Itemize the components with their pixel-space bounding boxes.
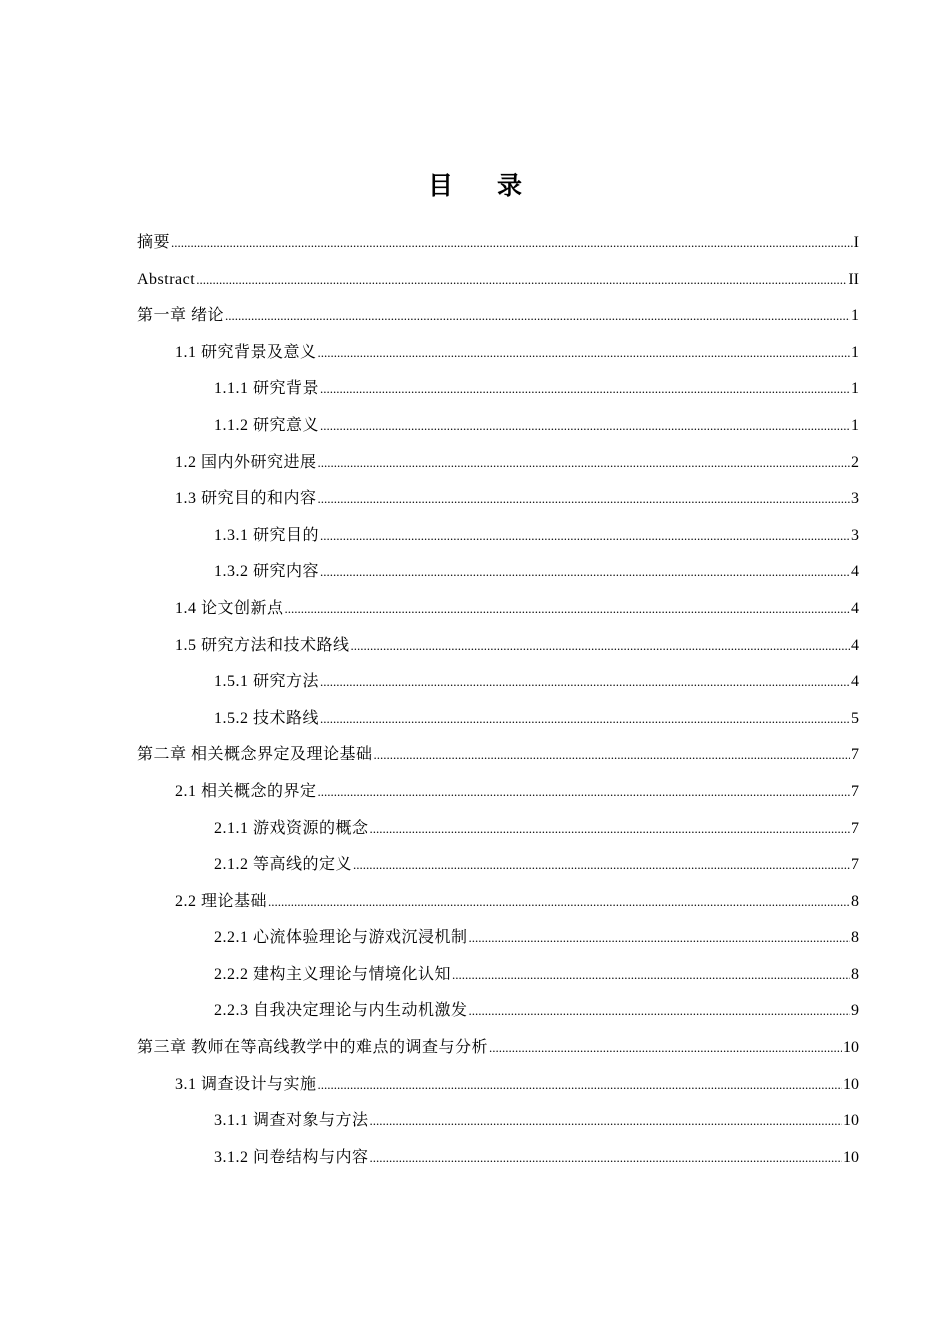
toc-entry[interactable]	[137, 849, 859, 886]
toc-entry[interactable]	[137, 447, 859, 484]
toc-entry[interactable]	[137, 373, 859, 410]
toc-entry-label: 2.1.2 等高线的定义	[214, 856, 353, 874]
toc-entry[interactable]	[137, 922, 859, 959]
toc-entry-label: 2.2.1 心流体验理论与游戏沉浸机制	[214, 929, 468, 947]
toc-entry-page-number: 4	[851, 599, 859, 617]
toc-entry-page-number: 1	[851, 343, 859, 361]
toc-entry[interactable]	[137, 593, 859, 630]
toc-entry-label: 2.2.2 建构主义理论与情境化认知	[214, 965, 452, 983]
toc-entry-page-number: 7	[851, 746, 859, 764]
toc-entry-page-number: 10	[843, 1148, 859, 1166]
toc-entry-label: 1.4 论文创新点	[175, 599, 284, 617]
toc-entry-label: 2.2 理论基础	[175, 892, 268, 910]
toc-entry-page-number: 3	[851, 526, 859, 544]
toc-dot-leader	[320, 520, 850, 552]
toc-entry-label: Abstract	[137, 270, 196, 288]
toc-dot-leader	[318, 483, 850, 515]
toc-entry[interactable]	[137, 959, 859, 996]
toc-dot-leader	[489, 1032, 842, 1064]
toc-dot-leader	[370, 1142, 842, 1174]
toc-entry-page-number: 4	[851, 563, 859, 581]
toc-entry[interactable]	[137, 813, 859, 850]
toc-entry-page-number: 7	[851, 819, 859, 837]
toc-entry[interactable]	[137, 703, 859, 740]
toc-entry[interactable]	[137, 1105, 859, 1142]
toc-entry-page-number: 8	[851, 965, 859, 983]
toc-dot-leader	[370, 813, 850, 845]
toc-entry[interactable]	[137, 1069, 859, 1106]
toc-entry[interactable]	[137, 556, 859, 593]
toc-entry-label: 1.5.1 研究方法	[214, 673, 320, 691]
toc-entry-page-number: 1	[851, 416, 859, 434]
toc-entry-label: 1.3.2 研究内容	[214, 563, 320, 581]
toc-entry[interactable]	[137, 995, 859, 1032]
toc-entry-page-number: 4	[851, 636, 859, 654]
toc-entry-page-number: 5	[851, 709, 859, 727]
toc-dot-leader	[285, 593, 850, 625]
toc-entry-label: 1.3.1 研究目的	[214, 526, 320, 544]
toc-dot-leader	[320, 666, 850, 698]
toc-entry-label: 第三章 教师在等高线教学中的难点的调查与分析	[137, 1039, 489, 1057]
table-of-contents	[137, 227, 859, 1178]
toc-dot-leader	[320, 410, 850, 442]
toc-entry[interactable]	[137, 337, 859, 374]
toc-entry[interactable]	[137, 520, 859, 557]
toc-entry[interactable]	[137, 739, 859, 776]
toc-entry-page-number: 7	[851, 856, 859, 874]
toc-entry-label: 2.1.1 游戏资源的概念	[214, 819, 369, 837]
toc-entry[interactable]	[137, 666, 859, 703]
toc-entry-page-number: 3	[851, 490, 859, 508]
toc-entry[interactable]	[137, 227, 859, 264]
toc-entry-label: 3.1.2 问卷结构与内容	[214, 1148, 369, 1166]
toc-dot-leader	[351, 630, 850, 662]
toc-entry-page-number: 7	[851, 782, 859, 800]
toc-entry-label: 摘要	[137, 234, 171, 251]
toc-dot-leader	[320, 556, 850, 588]
toc-entry-label: 1.5.2 技术路线	[214, 709, 320, 727]
toc-entry[interactable]	[137, 300, 859, 337]
toc-dot-leader	[196, 264, 847, 296]
toc-entry[interactable]	[137, 886, 859, 923]
toc-entry-label: 1.2 国内外研究进展	[175, 453, 317, 471]
toc-dot-leader	[374, 739, 850, 771]
toc-entry-label: 第二章 相关概念界定及理论基础	[137, 746, 373, 764]
toc-entry[interactable]	[137, 410, 859, 447]
toc-entry[interactable]	[137, 1142, 859, 1179]
toc-entry-label: 3.1 调查设计与实施	[175, 1075, 317, 1093]
toc-entry-page-number: I	[853, 234, 859, 251]
toc-entry-page-number: II	[848, 270, 859, 288]
toc-dot-leader	[320, 373, 850, 405]
toc-entry-label: 1.1.2 研究意义	[214, 416, 320, 434]
toc-entry-page-number: 10	[843, 1075, 859, 1093]
toc-entry-label: 3.1.1 调查对象与方法	[214, 1112, 369, 1130]
toc-dot-leader	[318, 776, 850, 808]
toc-entry-page-number: 1	[851, 380, 859, 398]
toc-entry-label: 1.5 研究方法和技术路线	[175, 636, 350, 654]
toc-entry-label: 1.1.1 研究背景	[214, 380, 320, 398]
toc-entry-page-number: 8	[851, 892, 859, 910]
toc-entry-page-number: 8	[851, 929, 859, 947]
toc-entry[interactable]	[137, 483, 859, 520]
toc-entry-label: 1.1 研究背景及意义	[175, 343, 317, 361]
toc-entry[interactable]	[137, 1032, 859, 1069]
toc-dot-leader	[318, 447, 850, 479]
toc-entry-page-number: 9	[851, 1002, 859, 1020]
toc-entry-label: 第一章 绪论	[137, 307, 225, 325]
toc-entry-label: 2.1 相关概念的界定	[175, 782, 317, 800]
toc-dot-leader	[225, 300, 850, 332]
toc-dot-leader	[318, 1069, 842, 1101]
toc-entry-page-number: 2	[851, 453, 859, 471]
toc-entry-page-number: 4	[851, 673, 859, 691]
toc-entry[interactable]	[137, 776, 859, 813]
toc-entry-label: 1.3 研究目的和内容	[175, 490, 317, 508]
toc-dot-leader	[469, 922, 850, 954]
toc-dot-leader	[268, 886, 850, 918]
toc-dot-leader	[318, 337, 850, 369]
toc-dot-leader	[469, 995, 850, 1027]
toc-dot-leader	[370, 1105, 842, 1137]
toc-entry[interactable]	[137, 264, 859, 301]
toc-dot-leader	[320, 703, 850, 735]
toc-dot-leader	[171, 227, 853, 259]
toc-dot-leader	[452, 959, 850, 991]
toc-dot-leader	[353, 849, 850, 881]
toc-entry-page-number: 10	[843, 1039, 859, 1057]
toc-entry-label: 2.2.3 自我决定理论与内生动机激发	[214, 1002, 468, 1020]
toc-entry[interactable]	[137, 630, 859, 667]
toc-entry-page-number: 10	[843, 1112, 859, 1130]
page-title: 目录	[427, 171, 566, 200]
toc-entry-page-number: 1	[851, 307, 859, 325]
